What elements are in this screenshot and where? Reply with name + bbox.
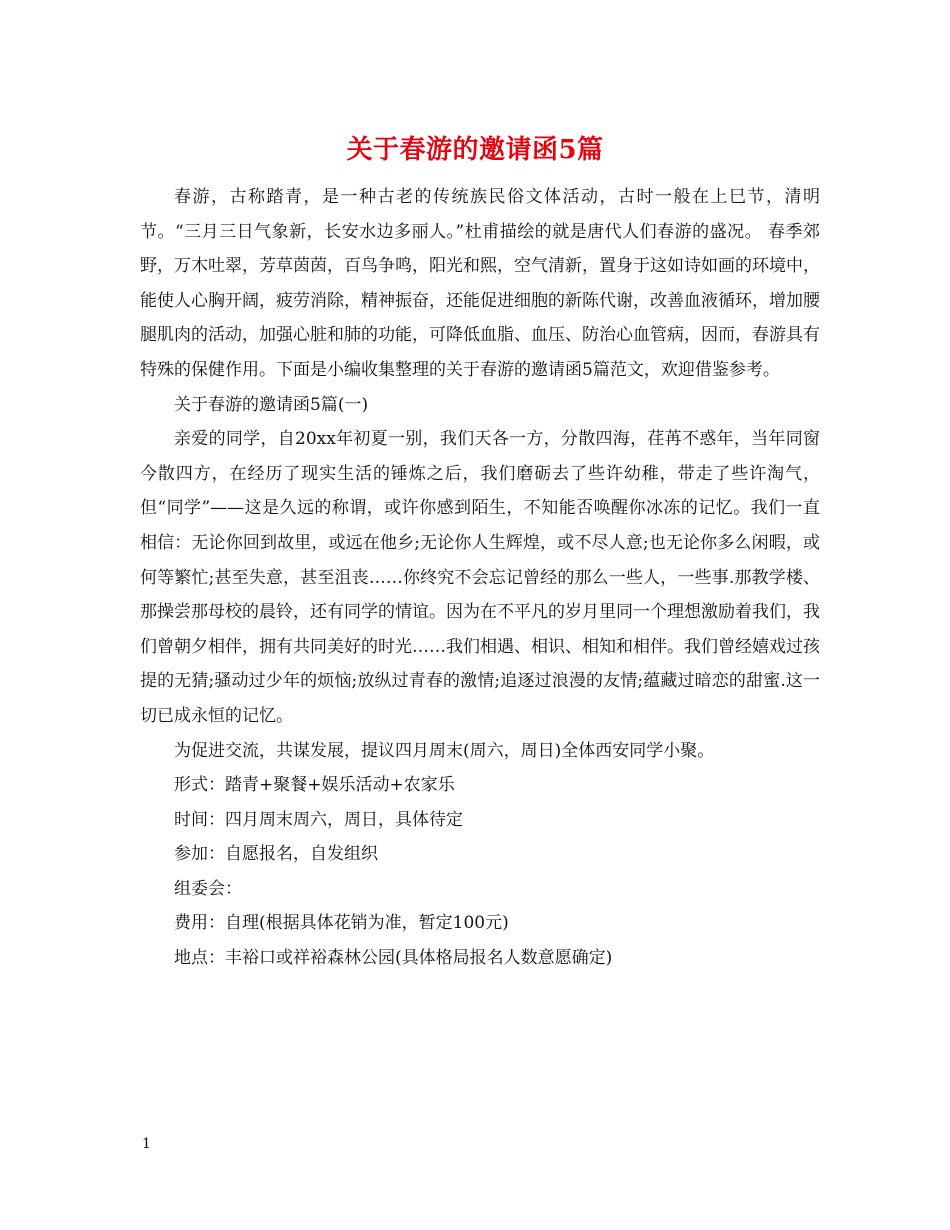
detail-committee: 组委会：	[174, 878, 242, 899]
detail-location: 地点：丰裕口或祥裕森林公园(具体格局报名人数意愿确定)	[174, 948, 613, 969]
section-heading: 关于春游的邀请函5篇(一)	[174, 394, 369, 415]
letter-paragraph: 亲爱的同学，自20xx年初夏一别，我们天各一方，分散四海，荏苒不惑年，当年同窗今散四方，在经历了现实生活的锤炼之后，我们磨砺去了些许幼稚，带走了些许淘气，但“同学”——这是久远的称谓，或许你感到陌生，不知能否唤醒你冰冻的记忆。我们一直相信：无论你回到故里，或远在他乡;无论你人生辉煌，或不尽人意;也无论你多么闲暇，或何等繁忙;甚至失意，甚至沮丧……你终究不会忘记曾经的那么一些人，一些事.那教学楼、那操尝那母校的晨铃，还有同学的情谊。因为在不平凡的岁月里同一个理想激励着我们，我们曾朝夕相伴，拥有共同美好的时光……我们相遇、相识、相知和相伴。我们曾经嬉戏过孩提的无猜;骚动过少年的烦恼;放纵过青春的激情;追逐过浪漫的友情;蕴藏过暗恋的甜蜜.这一切已成永恒的记忆。	[140, 429, 820, 726]
intro-paragraph: 春游，古称踏青，是一种古老的传统族民俗文体活动，古时一般在上巳节，清明节。“三月三日气象新，长安水边多丽人。”杜甫描绘的就是唐代人们春游的盛况。 春季郊野，万木吐翠，芳草茵茵，百鸟争鸣，阳光和熙，空气清新，置身于这如诗如画的环境中，能使人心胸开阔，疲劳消除，精神振奋，还能促进细胞的新陈代谢，改善血液循环，增加腰腿肌肉的活动，加强心脏和肺的功能，可降低血脂、血压、防治心血管病，因而，春游具有特殊的保健作用。下面是小编收集整理的关于春游的邀请函5篇范文，欢迎借鉴参考。	[140, 187, 820, 380]
detail-participation: 参加：自愿报名，自发组织	[174, 844, 378, 865]
document-body	[140, 180, 820, 976]
page-number: 1	[142, 1136, 151, 1152]
detail-form: 形式：踏青+聚餐+娱乐活动+农家乐	[174, 775, 455, 796]
proposal-paragraph: 为促进交流，共谋发展，提议四月周末(周六，周日)全体西安同学小聚。	[174, 740, 715, 761]
detail-cost: 费用：自理(根据具体花销为准，暂定100元)	[174, 913, 509, 934]
document-title: 关于春游的邀请函5篇	[346, 135, 604, 165]
detail-time: 时间：四月周末周六，周日，具体待定	[174, 809, 463, 830]
